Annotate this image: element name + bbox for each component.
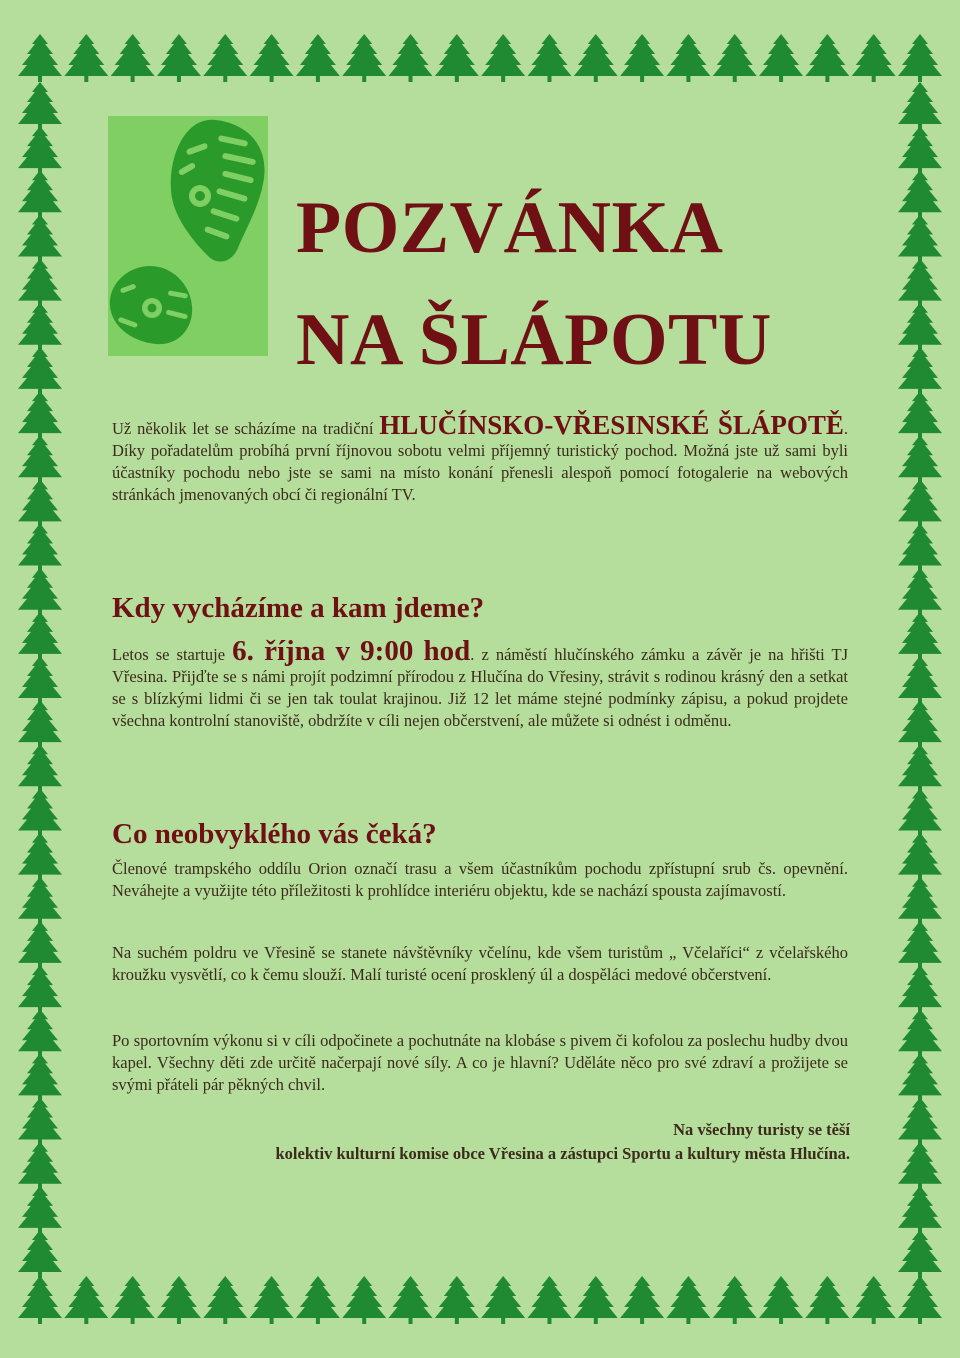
fir-tree-icon xyxy=(898,259,942,307)
fir-tree-icon xyxy=(18,170,62,218)
fir-tree-icon xyxy=(157,34,201,82)
fir-tree-icon xyxy=(852,34,896,82)
fir-tree-icon xyxy=(898,479,942,527)
fir-tree-icon xyxy=(898,965,942,1013)
fir-tree-icon xyxy=(481,1276,525,1324)
fir-tree-icon xyxy=(18,214,62,262)
fir-tree-icon xyxy=(18,1098,62,1146)
fir-tree-icon xyxy=(805,1276,849,1324)
fir-tree-icon xyxy=(898,1186,942,1234)
when-paragraph xyxy=(112,635,848,732)
intro-rest: . Díky pořadatelům probíhá první říjnovou sobotu velmi příjemný turistický pochod. Možná jste už sami byli účastníky pochodu nebo jste se sami na místo konání přenesli alespoň pomocí fotogalerie na webových stránkách jmenovaných obcí či regionální TV. xyxy=(112,419,849,504)
fir-tree-icon xyxy=(18,965,62,1013)
closing-signature xyxy=(276,1118,851,1166)
fir-tree-icon xyxy=(759,1276,803,1324)
fir-tree-icon xyxy=(713,1276,757,1324)
fir-tree-icon xyxy=(898,788,942,836)
fir-tree-icon xyxy=(18,1186,62,1234)
fir-tree-icon xyxy=(435,1276,479,1324)
fir-tree-icon xyxy=(898,833,942,881)
fir-tree-icon xyxy=(296,34,340,82)
fir-tree-icon xyxy=(898,126,942,174)
what-paragraph-1: Členové trampského oddílu Orion označí trasu a všem účastníkům pochodu zpřístupní srub čs. opevnění. Neváhejte a využijte této příležitosti k prohlídce interiéru objektu, kde se nachází spousta zajímavostí. xyxy=(112,859,848,900)
fir-tree-icon xyxy=(713,34,757,82)
what-paragraph-2: Na suchém poldru ve Vřesině se stanete návštěvníky včelínu, kde všem turistům „ Včelaříci“ z včelařského kroužku vysvětlí, co k čemu slouží. Malí turisté ocení prosklený úl a dospěláci medové občerstvení. xyxy=(112,943,848,984)
fir-tree-icon xyxy=(898,524,942,572)
start-date-time: 6. října v 9:00 hod xyxy=(232,635,471,667)
fir-tree-icon xyxy=(666,1276,710,1324)
fir-tree-icon xyxy=(898,34,942,82)
fir-tree-icon xyxy=(18,788,62,836)
fir-tree-icon xyxy=(342,1276,386,1324)
fir-tree-icon xyxy=(481,34,525,82)
fir-tree-icon xyxy=(666,34,710,82)
fir-tree-icon xyxy=(18,524,62,572)
fir-tree-icon xyxy=(18,921,62,969)
fir-tree-icon xyxy=(18,877,62,925)
fir-tree-icon xyxy=(898,1098,942,1146)
fir-tree-icon xyxy=(898,1230,942,1278)
fir-tree-icon xyxy=(342,34,386,82)
closing-line-1: Na všechny turisty se těší xyxy=(673,1120,850,1139)
fir-tree-icon xyxy=(574,34,618,82)
fir-tree-icon xyxy=(389,1276,433,1324)
fir-tree-icon xyxy=(18,700,62,748)
when-rest: . z náměstí hlučínského zámku a závěr je na hřišti TJ Vřesina. Přijďte se s námi projít podzimní přírodou z Hlučína do Vřesiny, strávit s rodinou krásný den a setkat se s blízkými lidmi či se jen tak toulat krajinou. Již 12 let máme stejné podmínky zápisu, a pokud projdete všechna kontrolní stanoviště, obdržíte v cíli nejen občerstvení, ale můžete si odnést i odměnu. xyxy=(112,645,848,730)
fir-tree-icon xyxy=(18,656,62,704)
fir-tree-icon xyxy=(898,921,942,969)
fir-tree-icon xyxy=(435,34,479,82)
heading-what: Co neobvyklého vás čeká? xyxy=(112,818,437,850)
fir-tree-icon xyxy=(527,1276,571,1324)
fir-tree-icon xyxy=(898,700,942,748)
when-lead: Letos se startuje xyxy=(112,645,233,664)
fir-tree-icon xyxy=(296,1276,340,1324)
fir-tree-icon xyxy=(898,1053,942,1101)
fir-tree-icon xyxy=(64,34,108,82)
fir-tree-icon xyxy=(203,1276,247,1324)
fir-tree-icon xyxy=(18,1276,62,1324)
fir-tree-icon xyxy=(18,303,62,351)
event-name-part-1: HLUČÍNSKO-VŘESINSKÉ xyxy=(379,410,710,440)
fir-tree-icon xyxy=(18,435,62,483)
fir-tree-icon xyxy=(898,1009,942,1057)
fir-tree-icon xyxy=(64,1276,108,1324)
footprint-logo xyxy=(108,116,268,356)
fir-tree-icon xyxy=(111,1276,155,1324)
fir-tree-icon xyxy=(18,612,62,660)
intro-paragraph xyxy=(112,410,849,506)
fir-tree-icon xyxy=(898,347,942,395)
fir-tree-icon xyxy=(18,833,62,881)
fir-tree-icon xyxy=(620,1276,664,1324)
fir-tree-icon xyxy=(389,34,433,82)
fir-tree-icon xyxy=(620,34,664,82)
fir-tree-icon xyxy=(18,1142,62,1190)
what-paragraph-3: Po sportovním výkonu si v cíli odpočinete a pochutnáte na klobáse s pivem či kofolou za poslechu hudby dvou kapel. Všechny děti zde určitě načerpají nové síly. A co je hlavní? Uděláte něco pro své zdraví a prožijete se svými přáteli pár pěkných chvil. xyxy=(112,1031,848,1094)
fir-tree-icon xyxy=(527,34,571,82)
fir-tree-icon xyxy=(250,34,294,82)
fir-tree-icon xyxy=(18,1009,62,1057)
fir-tree-icon xyxy=(203,34,247,82)
fir-tree-icon xyxy=(898,214,942,262)
fir-tree-icon xyxy=(759,34,803,82)
footprint-icon xyxy=(108,116,268,356)
fir-tree-icon xyxy=(898,170,942,218)
title-line-1: POZVÁNKA xyxy=(296,187,724,269)
fir-tree-icon xyxy=(18,82,62,130)
fir-tree-icon xyxy=(805,34,849,82)
fir-tree-icon xyxy=(898,877,942,925)
fir-tree-icon xyxy=(18,568,62,616)
fir-tree-icon xyxy=(18,744,62,792)
fir-tree-icon xyxy=(898,1276,942,1324)
fir-tree-icon xyxy=(111,34,155,82)
fir-tree-icon xyxy=(157,1276,201,1324)
title-line-2: NA ŠLÁPOTU xyxy=(296,299,772,381)
fir-tree-icon xyxy=(18,34,62,82)
fir-tree-icon xyxy=(852,1276,896,1324)
heading-when: Kdy vycházíme a kam jdeme? xyxy=(112,592,485,624)
closing-line-2: kolektiv kulturní komise obce Vřesina a zástupci Sportu a kultury města Hlučína. xyxy=(275,1144,850,1163)
fir-tree-icon xyxy=(898,303,942,351)
fir-tree-icon xyxy=(18,391,62,439)
intro-lead: Už několik let se scházíme na tradiční xyxy=(112,419,380,438)
fir-tree-icon xyxy=(18,347,62,395)
fir-tree-icon xyxy=(898,568,942,616)
event-name xyxy=(379,410,844,440)
fir-tree-icon xyxy=(18,259,62,307)
fir-tree-icon xyxy=(18,479,62,527)
fir-tree-icon xyxy=(898,435,942,483)
fir-tree-icon xyxy=(18,1053,62,1101)
fir-tree-icon xyxy=(898,656,942,704)
fir-tree-icon xyxy=(898,1142,942,1190)
fir-tree-icon xyxy=(898,744,942,792)
page-title xyxy=(296,172,856,396)
fir-tree-icon xyxy=(898,612,942,660)
fir-tree-icon xyxy=(574,1276,618,1324)
fir-tree-icon xyxy=(898,391,942,439)
fir-tree-icon xyxy=(18,126,62,174)
fir-tree-icon xyxy=(18,1230,62,1278)
fir-tree-icon xyxy=(898,82,942,130)
event-name-part-2: ŠLÁPOTĚ xyxy=(717,410,844,440)
fir-tree-icon xyxy=(250,1276,294,1324)
